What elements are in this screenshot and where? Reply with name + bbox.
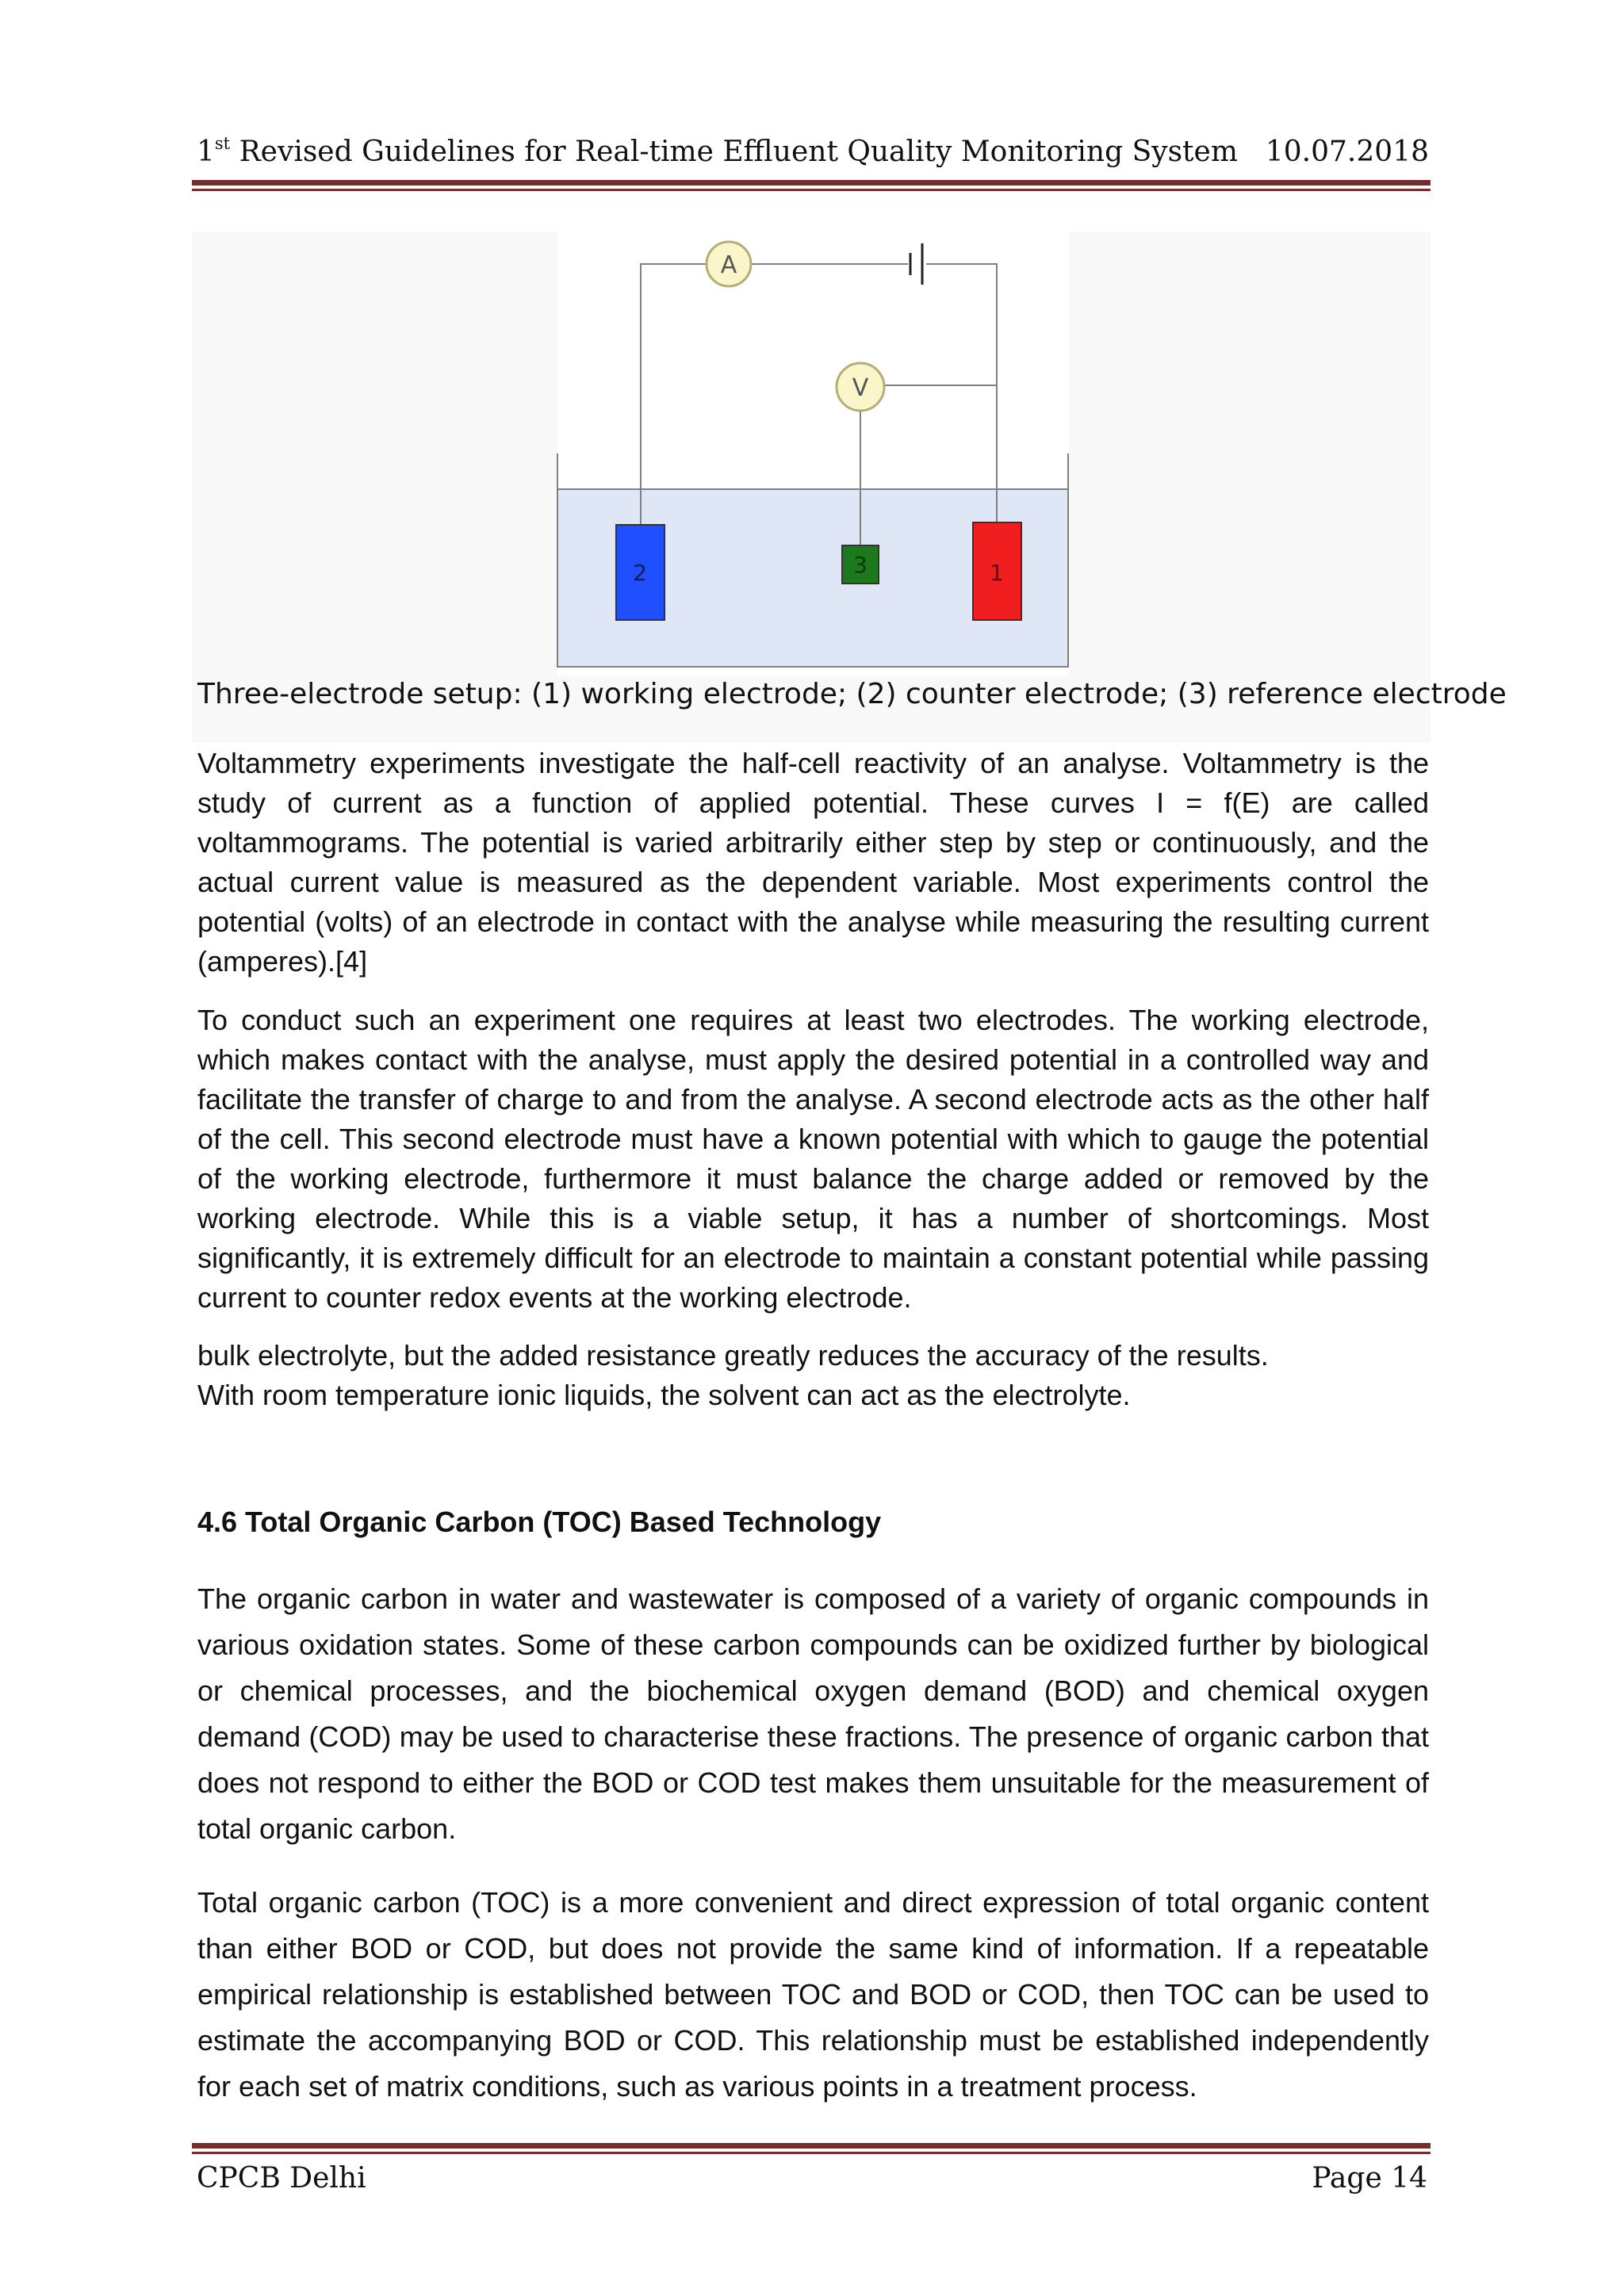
paragraph-bulk-electrolyte: bulk electrolyte, but the added resistance greatly reduces the accuracy of the results. — [197, 1339, 1269, 1372]
header-date: 10.07.2018 — [1265, 136, 1429, 168]
voltmeter-icon — [837, 363, 884, 411]
footer-rule-thin — [192, 2152, 1431, 2154]
reference-electrode — [842, 545, 879, 584]
header-title-ordinal: 1 — [197, 136, 215, 168]
paragraph-electrodes: To conduct such an experiment one requires at least two electrodes. The working electrode, which makes contact with the analyse, must apply the desired potential in a controlled way and facilitate the transfer of charge to and from the analyse. A second electrode acts as the other half of the cell. This second electrode must have a known potential with which to gauge the potential of the working electrode, furthermore it must balance the charge added or removed by the working electrode. While this is a viable setup, it has a number of shortcomings. Most significantly, it is extremely difficult for an electrode to maintain a constant potential while passing current to counter redox events at the working electrode. — [197, 1004, 1429, 1314]
section-heading: 4.6 Total Organic Carbon (TOC) Based Technology — [197, 1506, 882, 1538]
ammeter-icon — [707, 242, 751, 286]
paragraph-voltammetry: Voltammetry experiments investigate the half-cell reactivity of an analyse. Voltammetry is the study of current as a function of applied potential. These curves I = f(E) are called voltammograms. The potential is varied arbitrarily either step by step or continuously, and the actual current value is measured as the dependent variable. Most experiments control the potential (volts) of an electrode in contact with the analyse while measuring the resulting current (amperes).[4] — [197, 747, 1429, 978]
footer-rule — [192, 2143, 1431, 2149]
counter-electrode — [616, 525, 665, 620]
paragraph-organic-carbon: The organic carbon in water and wastewater is composed of a variety of organic compounds in various oxidation states. Some of these carbon compounds can be oxidized further by biological or chemical processes, and the biochemical oxygen demand (BOD) and chemical oxygen demand (COD) may be used to characterise these fractions. The presence of organic carbon that does not respond to either the BOD or COD test makes them unsuitable for the measurement of total organic carbon. — [197, 1582, 1429, 1845]
figure-caption: Three-electrode setup: (1) working electrode; (2) counter electrode; (3) reference electrode — [197, 678, 1507, 710]
page-number: Page 14 — [1312, 2162, 1427, 2195]
footer-org: CPCB Delhi — [197, 2162, 366, 2195]
working-electrode-label: 1 — [990, 560, 1004, 586]
paragraph-ionic-liquids: With room temperature ionic liquids, the solvent can act as the electrolyte. — [197, 1379, 1131, 1411]
counter-electrode-label: 2 — [633, 560, 647, 586]
voltmeter-label: V — [852, 374, 869, 402]
working-electrode — [973, 522, 1021, 620]
paragraph-toc: Total organic carbon (TOC) is a more convenient and direct expression of total organic content than either BOD or COD, but does not provide the same kind of information. If a repeatable empirical relationship is established between TOC and BOD or COD, then TOC can be used to estimate the accompanying BOD or COD. This relationship must be established independently for each set of matrix conditions, such as various points in a treatment process. — [197, 1886, 1429, 2103]
header-title-ordinal-suffix: st — [214, 134, 231, 153]
three-electrode-diagram — [0, 0, 1624, 714]
reference-electrode-label: 3 — [853, 552, 868, 578]
ammeter-label: A — [720, 251, 737, 279]
header-title-text: Revised Guidelines for Real-time Effluent Quality Monitoring System — [230, 136, 1238, 168]
